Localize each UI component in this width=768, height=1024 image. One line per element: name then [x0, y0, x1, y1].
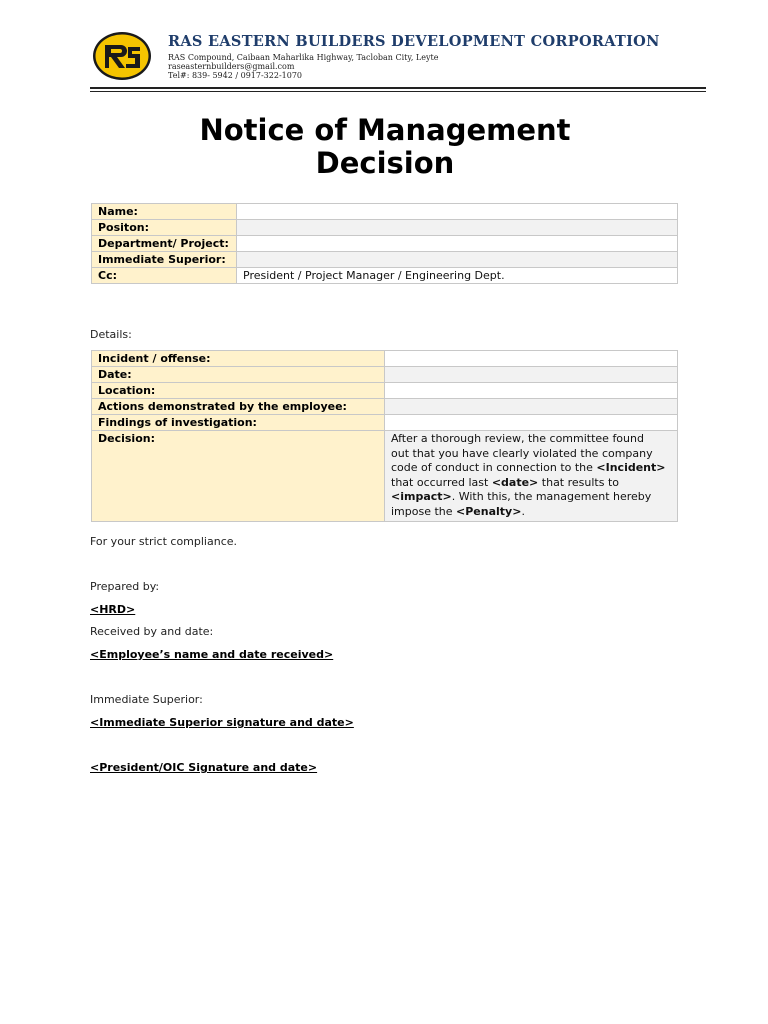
details-table	[91, 350, 678, 522]
label-location: Location:	[92, 383, 385, 399]
table-row	[92, 367, 678, 383]
table-row	[92, 415, 678, 431]
value-location[interactable]	[385, 383, 678, 399]
table-row	[92, 351, 678, 367]
company-logo-icon	[92, 31, 152, 81]
value-decision	[385, 431, 678, 522]
president-signature: <President/OIC Signature and date>	[90, 761, 318, 774]
decision-line	[391, 490, 671, 505]
immediate-superior-signature: <Immediate Superior signature and date>	[90, 716, 354, 729]
decision-text: impose the	[391, 504, 457, 518]
label-immediate-superior: Immediate Superior:	[92, 252, 237, 268]
value-immediate-superior[interactable]	[237, 252, 678, 268]
title-line-2: Decision	[315, 146, 455, 180]
details-label: Details:	[90, 328, 132, 341]
received-by-label: Received by and date:	[90, 625, 214, 638]
prepared-by-signature: <HRD>	[90, 603, 136, 616]
compliance-text: For your strict compliance.	[90, 535, 238, 548]
decision-text: code of conduct in connection to the	[391, 461, 597, 474]
title-line-1: Notice of Management	[199, 113, 571, 147]
decision-text: . With this, the management hereby	[451, 490, 652, 503]
company-address: RAS Compound, Caibaan Maharlika Highway, Tacloban City, Leyte	[168, 53, 439, 62]
received-by-signature: <Employee’s name and date received>	[90, 648, 334, 661]
value-cc: President / Project Manager / Engineering Dept.	[237, 268, 678, 284]
page-title	[90, 114, 680, 180]
letterhead	[90, 30, 706, 92]
label-findings: Findings of investigation:	[92, 415, 385, 431]
table-row	[92, 399, 678, 415]
label-name: Name:	[92, 204, 237, 220]
label-actions: Actions demonstrated by the employee:	[92, 399, 385, 415]
decision-line	[391, 476, 671, 491]
placeholder-impact: <impact>	[391, 490, 452, 503]
value-position[interactable]	[237, 220, 678, 236]
company-email: raseasternbuilders@gmail.com	[168, 62, 295, 71]
immediate-superior-label: Immediate Superior:	[90, 693, 203, 706]
prepared-by-label: Prepared by:	[90, 580, 160, 593]
label-position: Positon:	[92, 220, 237, 236]
decision-line: After a thorough review, the committee found	[391, 432, 644, 445]
company-phone: Tel#: 839- 5942 / 0917-322-1070	[168, 71, 302, 80]
decision-text: .	[521, 504, 525, 518]
label-department: Department/ Project:	[92, 236, 237, 252]
placeholder-incident: <Incident>	[596, 461, 666, 474]
table-row	[92, 431, 678, 522]
value-department[interactable]	[237, 236, 678, 252]
table-row	[92, 383, 678, 399]
table-row	[92, 204, 678, 220]
placeholder-penalty: <Penalty>	[456, 504, 522, 518]
label-decision: Decision:	[92, 431, 385, 522]
decision-line	[391, 461, 671, 476]
value-incident[interactable]	[385, 351, 678, 367]
company-name: RAS EASTERN BUILDERS DEVELOPMENT CORPORATION	[168, 33, 660, 50]
label-date: Date:	[92, 367, 385, 383]
header-divider	[90, 87, 706, 89]
decision-line: out that you have clearly violated the company	[391, 446, 653, 460]
header-divider-thin	[90, 91, 706, 92]
employee-info-table	[91, 203, 678, 284]
table-row	[92, 236, 678, 252]
decision-text: that occurred last	[391, 475, 492, 489]
decision-text: that results to	[538, 475, 620, 489]
table-row	[92, 220, 678, 236]
value-findings[interactable]	[385, 415, 678, 431]
placeholder-date: <date>	[491, 475, 539, 489]
label-incident: Incident / offense:	[92, 351, 385, 367]
value-date[interactable]	[385, 367, 678, 383]
table-row	[92, 268, 678, 284]
value-actions[interactable]	[385, 399, 678, 415]
decision-line	[391, 505, 671, 520]
table-row	[92, 252, 678, 268]
label-cc: Cc:	[92, 268, 237, 284]
value-name[interactable]	[237, 204, 678, 220]
